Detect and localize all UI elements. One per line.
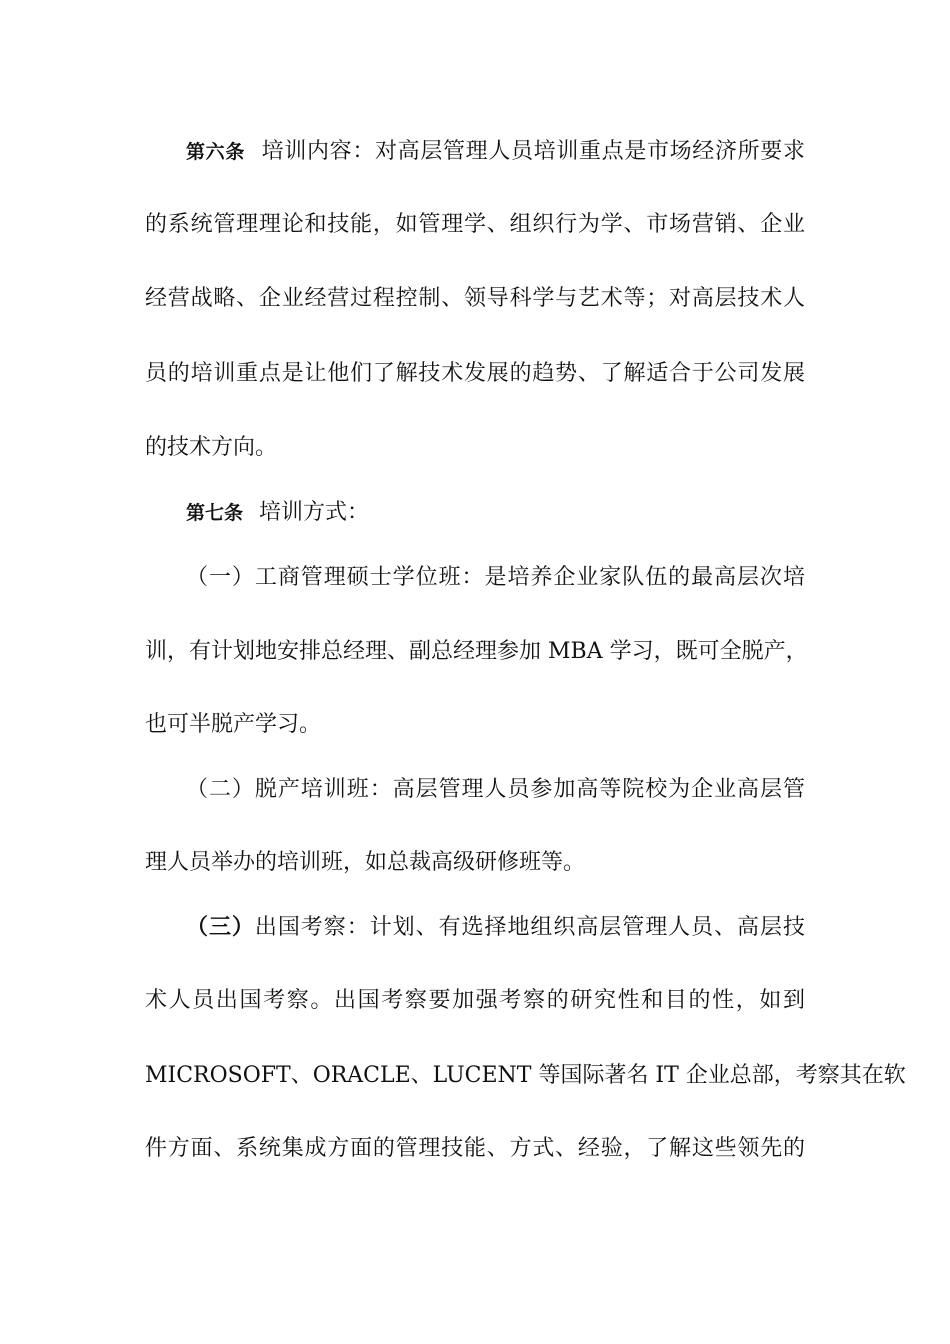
article-6-line-4: 员的培训重点是让他们了解技术发展的趋势、了解适合于公司发展 (145, 361, 805, 386)
item-1-line-3: 也可半脱产学习。 (145, 712, 322, 737)
item-2-number: （二） (186, 777, 255, 802)
item-1-line-2: 训，有计划地安排总经理、副总经理参加 MBA 学习，既可全脱产， (145, 639, 808, 664)
item-1-text-1: 工商管理硕士学位班：是培养企业家队伍的最高层次培 (254, 565, 805, 590)
article-7-label: 第七条 (186, 502, 244, 524)
article-7-text: 培训方式： (259, 500, 370, 525)
item-3-line-4: 件方面、系统集成方面的管理技能、方式、经验，了解这些领先的 (145, 1136, 805, 1161)
item-3-line-2: 术人员出国考察。出国考察要加强考察的研究性和目的性，如到 (145, 988, 805, 1013)
item-2-first-line (186, 775, 805, 805)
item-2-line-2: 理人员举办的培训班，如总裁高级研修班等。 (145, 850, 586, 875)
item-3-text-1: 出国考察：计划、有选择地组织高层管理人员、高层技 (254, 915, 805, 940)
article-7-heading (186, 498, 369, 528)
article-6-text-1: 培训内容：对高层管理人员培训重点是市场经济所要求 (261, 139, 805, 164)
article-6-line-3: 经营战略、企业经营过程控制、领导科学与艺术等；对高层技术人 (145, 286, 805, 311)
item-3-number: （三） (186, 914, 255, 940)
article-6-line-2: 的系统管理理论和技能，如管理学、组织行为学、市场营销、企业 (145, 212, 805, 237)
item-3-first-line (186, 912, 805, 943)
article-6-first-line (186, 137, 805, 167)
article-6-label: 第六条 (186, 141, 245, 163)
item-3-line-3: MICROSOFT、ORACLE、LUCENT 等国际著名 IT 企业总部，考察其在软 (145, 1063, 906, 1088)
item-2-text-1: 脱产培训班：高层管理人员参加高等院校为企业高层管 (254, 777, 805, 802)
item-1-number: （一） (186, 565, 255, 590)
article-6-line-5: 的技术方向。 (145, 435, 278, 460)
item-1-first-line (186, 563, 805, 593)
